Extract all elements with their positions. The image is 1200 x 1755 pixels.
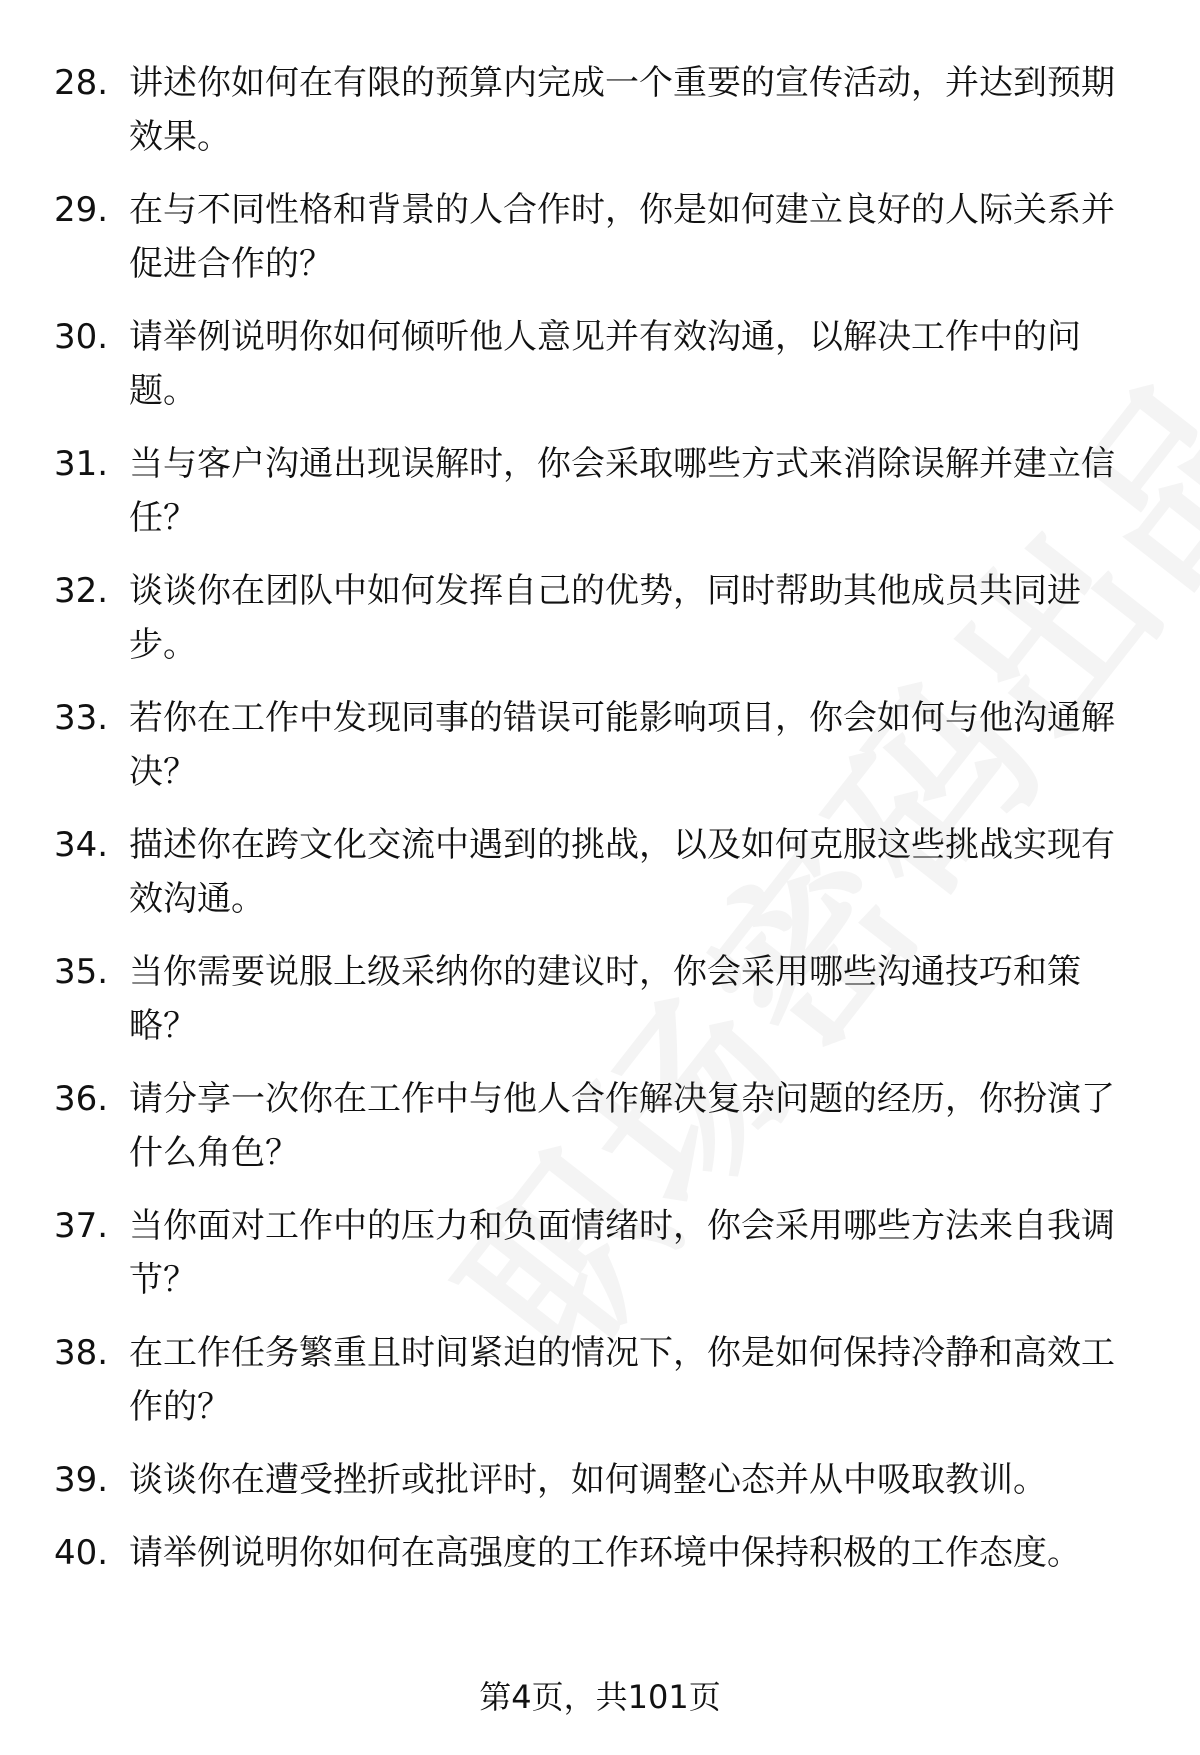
question-text: 当你面对工作中的压力和负面情绪时，你会采用哪些方法来自我调节？ [129,1206,1115,1300]
question-text: 若你在工作中发现同事的错误可能影响项目，你会如何与他沟通解决？ [129,698,1115,792]
question-item [0,56,1200,164]
question-text: 谈谈你在遭受挫折或批评时，如何调整心态并从中吸取教训。 [129,1460,1047,1500]
question-item [0,437,1200,545]
question-text: 请分享一次你在工作中与他人合作解决复杂问题的经历，你扮演了什么角色？ [129,1079,1115,1173]
question-number: 35. [54,952,109,992]
question-text: 谈谈你在团队中如何发挥自己的优势，同时帮助其他成员共同进步。 [129,571,1081,665]
question-number: 33. [54,698,109,738]
question-item [0,691,1200,799]
question-item [0,945,1200,1053]
question-text: 请举例说明你如何在高强度的工作环境中保持积极的工作态度。 [129,1533,1081,1573]
question-item [0,1526,1200,1580]
page-footer: 第4页，共101页 [479,1678,721,1716]
question-text: 描述你在跨文化交流中遇到的挑战，以及如何克服这些挑战实现有效沟通。 [129,825,1115,919]
question-text: 在工作任务繁重且时间紧迫的情况下，你是如何保持冷静和高效工作的？ [129,1333,1115,1427]
question-number: 40. [54,1533,109,1573]
question-item [0,1199,1200,1307]
question-list [0,56,1200,1599]
question-number: 29. [54,190,109,230]
question-item [0,1453,1200,1507]
question-item [0,310,1200,418]
question-number: 30. [54,317,109,357]
question-item [0,564,1200,672]
question-text: 讲述你如何在有限的预算内完成一个重要的宣传活动，并达到预期效果。 [129,63,1115,157]
question-item [0,183,1200,291]
question-text: 当与客户沟通出现误解时，你会采取哪些方式来消除误解并建立信任？ [129,444,1115,538]
question-number: 38. [54,1333,109,1373]
question-number: 37. [54,1206,109,1246]
question-number: 32. [54,571,109,611]
question-number: 31. [54,444,109,484]
question-text: 在与不同性格和背景的人合作时，你是如何建立良好的人际关系并促进合作的？ [129,190,1115,284]
question-number: 39. [54,1460,109,1500]
question-number: 34. [54,825,109,865]
question-number: 28. [54,63,109,103]
question-item [0,818,1200,926]
question-item [0,1072,1200,1180]
question-item [0,1326,1200,1434]
question-text: 当你需要说服上级采纳你的建议时，你会采用哪些沟通技巧和策略？ [129,952,1081,1046]
question-text: 请举例说明你如何倾听他人意见并有效沟通，以解决工作中的问题。 [129,317,1081,411]
question-number: 36. [54,1079,109,1119]
